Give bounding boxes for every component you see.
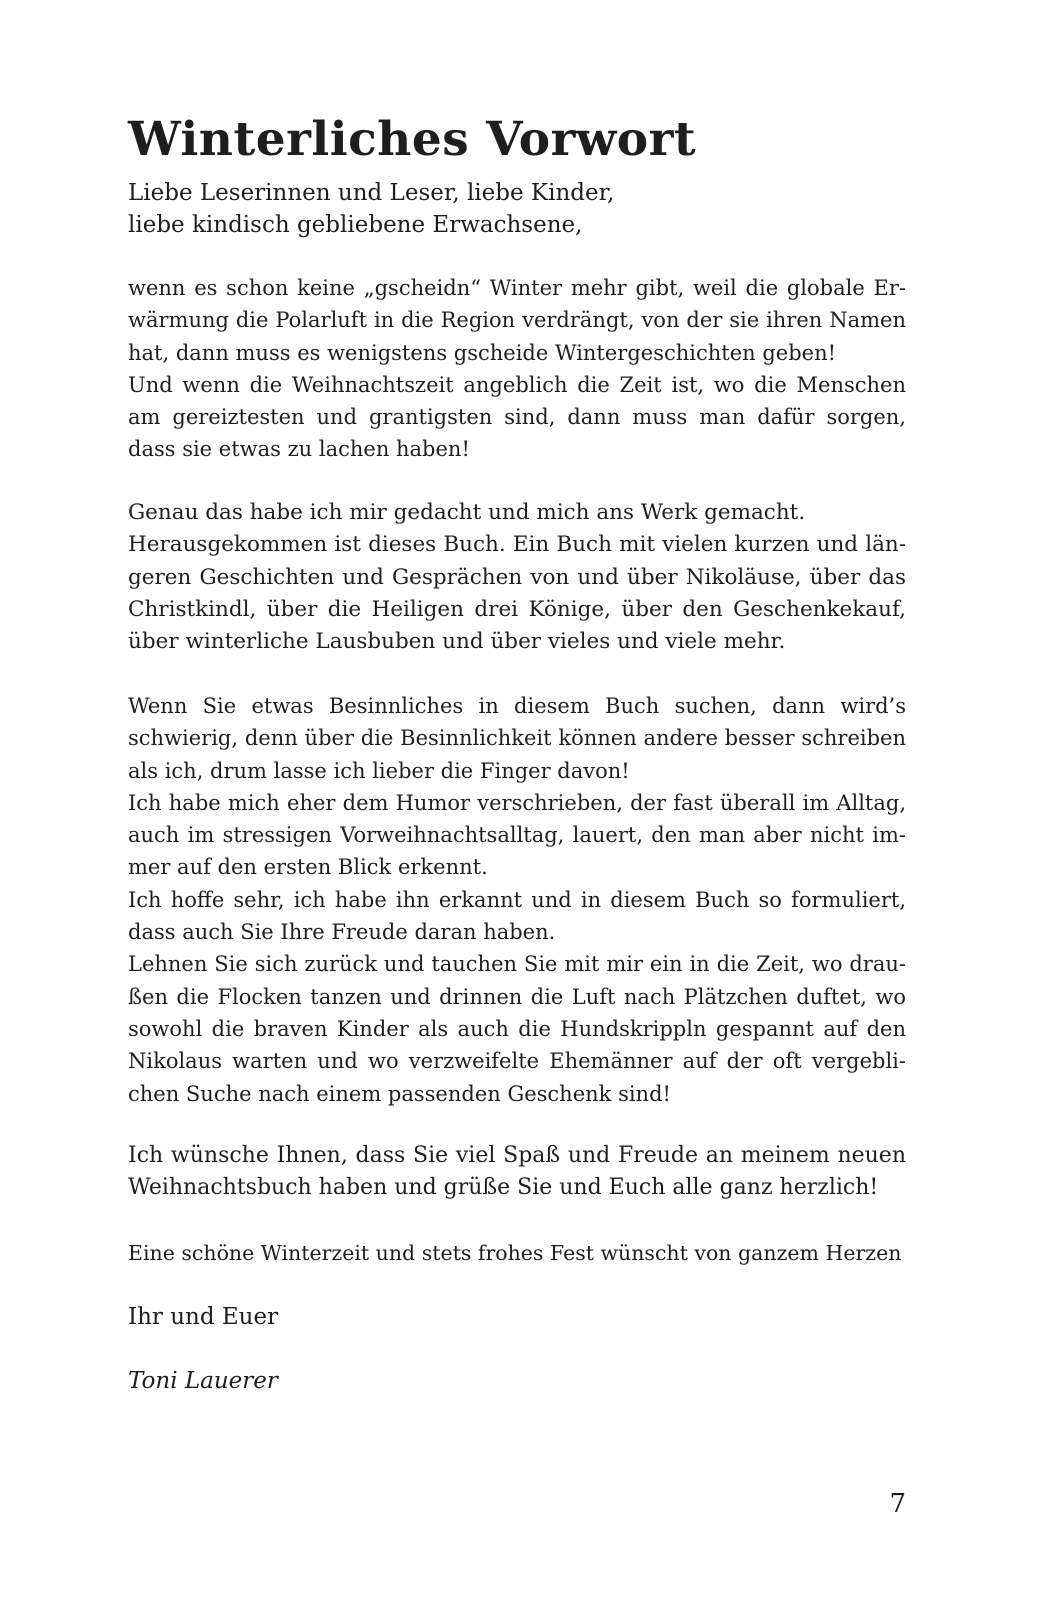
regards-line: [128, 1301, 906, 1333]
paragraph-3: [128, 690, 906, 1110]
paragraph-line: Christkindl, über die Heiligen drei Könige, über den Geschenkekauf,: [128, 596, 906, 622]
salutation-line: liebe kindisch gebliebene Erwachsene,: [128, 212, 583, 239]
author-signature: [128, 1365, 906, 1397]
chapter-title: Winterliches Vorwort: [128, 112, 697, 167]
paragraph-line: Herausgekommen ist dieses Buch. Ein Buch mit vielen kurzen und län-: [128, 532, 906, 558]
paragraph-line: über winterliche Lausbuben und über vieles und viele mehr.: [128, 629, 786, 655]
paragraph-line: Ich habe mich eher dem Humor verschrieben, der fast überall im Alltag,: [128, 790, 906, 815]
paragraph-line: schwierig, denn über die Besinnlichkeit können andere besser schreiben: [128, 726, 906, 751]
salutation-line: Liebe Leserinnen und Leser, liebe Kinder,: [128, 180, 615, 206]
closing-text: Eine schöne Winterzeit und stets frohes Fest wünscht von ganzem Herzen: [128, 1241, 902, 1265]
paragraph-line: Weihnachtsbuch haben und grüße Sie und Euch alle ganz herzlich!: [128, 1175, 879, 1201]
paragraph-line: sowohl die braven Kinder als auch die Hundskrippln gespannt auf den: [128, 1016, 906, 1041]
salutation: [128, 177, 906, 242]
paragraph-line: ßen die Flocken tanzen und drinnen die Luft nach Plätzchen duftet, wo: [128, 984, 906, 1009]
paragraph-line: chen Suche nach einem passenden Geschenk sind!: [128, 1081, 671, 1106]
paragraph-line: Nikolaus warten und wo verzweifelte Ehemänner auf der oft vergebli-: [128, 1049, 906, 1074]
author-name: Toni Lauerer: [128, 1368, 278, 1394]
paragraph-line: geren Geschichten und Gesprächen von und über Nikoläuse, über das: [128, 564, 906, 590]
closing-line: [128, 1237, 906, 1269]
paragraph-line: Und wenn die Weihnachtszeit angeblich die Zeit ist, wo die Menschen: [128, 372, 906, 397]
paragraph-line: Genau das habe ich mir gedacht und mich ans Werk gemacht.: [128, 500, 806, 525]
page-number: 7: [889, 1489, 906, 1519]
paragraph-line: mer auf den ersten Blick erkennt.: [128, 855, 488, 880]
paragraph-line: Ich wünsche Ihnen, dass Sie viel Spaß und Freude an meinem neuen: [128, 1143, 906, 1168]
paragraph-line: dass sie etwas zu lachen haben!: [128, 437, 470, 462]
paragraph-4: [128, 1140, 906, 1205]
paragraph-line: am gereiztesten und grantigsten sind, dann muss man dafür sorgen,: [128, 405, 906, 430]
paragraph-line: hat, dann muss es wenigstens gscheide Wintergeschichten geben!: [128, 340, 837, 365]
paragraph-line: auch im stressigen Vorweihnachtsalltag, lauert, den man aber nicht im-: [128, 823, 906, 848]
paragraph-line: Wenn Sie etwas Besinnliches in diesem Buch suchen, dann wird’s: [128, 694, 906, 718]
paragraph-2: [128, 497, 906, 658]
paragraph-line: Ich hoffe sehr, ich habe ihn erkannt und in diesem Buch so formuliert,: [128, 887, 906, 912]
paragraph-line: als ich, drum lasse ich lieber die Finger davon!: [128, 758, 630, 783]
paragraph-line: dass auch Sie Ihre Freude daran haben.: [128, 920, 556, 945]
regards-text: Ihr und Euer: [128, 1304, 279, 1330]
paragraph-line: Lehnen Sie sich zurück und tauchen Sie mit mir ein in die Zeit, wo drau-: [128, 952, 906, 977]
paragraph-1: [128, 272, 906, 466]
paragraph-line: wärmung die Polarluft in die Region verdrängt, von der sie ihren Namen: [128, 308, 906, 333]
paragraph-line: wenn es schon keine „gscheidn“ Winter mehr gibt, weil die globale Er-: [128, 276, 906, 300]
